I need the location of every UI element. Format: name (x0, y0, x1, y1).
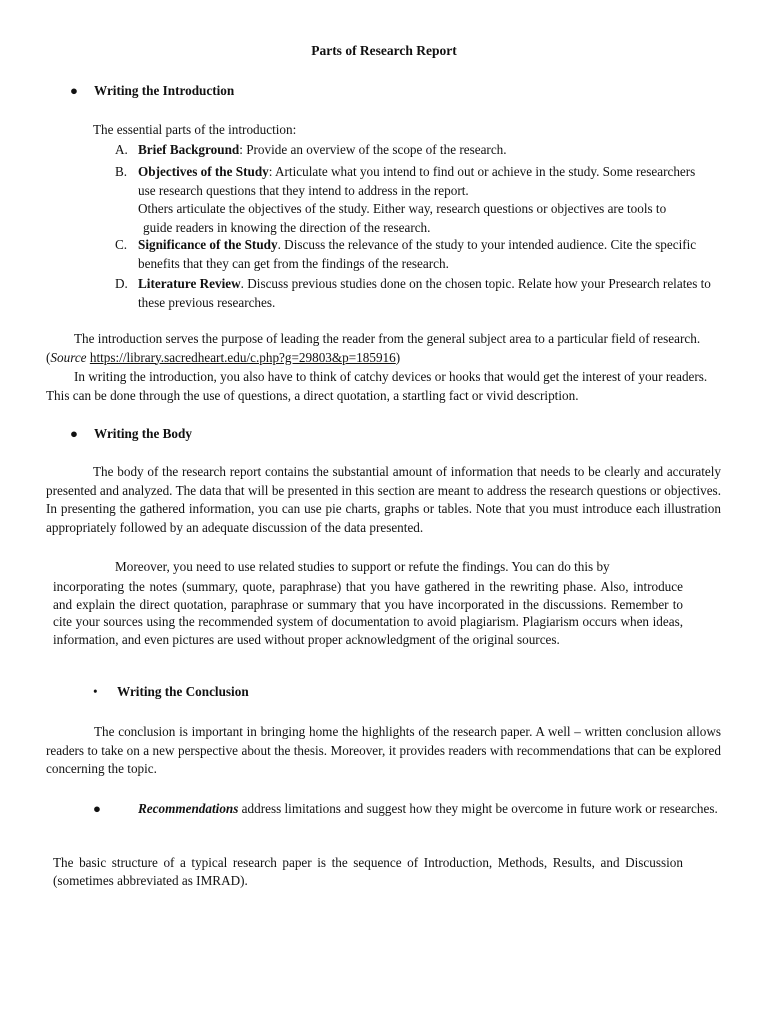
bullet-icon: • (93, 684, 98, 699)
intro-item-a: A. Brief Background: Provide an overview of the scope of the research. (115, 141, 715, 160)
heading-conclusion-text: Writing the Conclusion (117, 684, 249, 699)
item-marker: B. (115, 164, 128, 179)
conclusion-paragraph: The conclusion is important in bringing home the highlights of the research paper. A well – written conclusion allows readers to take on a new perspective about the thesis. Moreover, it provides readers with recommendations that can be explored concerning the topic. (46, 724, 721, 776)
final-paragraph: The basic structure of a typical research paper is the sequence of Introduction, Methods, Results, and Discussion (sometimes abbreviated as IMRAD). (53, 855, 683, 888)
body-paragraph-2-first-line: Moreover, you need to use related studies to support or refute the findings. You can do this by (115, 559, 610, 574)
recommendations-item: ● Recommendations address limitations and suggest how they might be overcome in future work or researches. (93, 800, 721, 819)
intro-item-b: B. Objectives of the Study: Articulate what you intend to find out or achieve in the study. Some researchers use research questions that they intend to address in the report. Others articulate the objectives of the study. Either way, research questions or objectives are tools to guide readers in knowing the direction of the research. (115, 164, 696, 235)
bullet-icon: ● (70, 83, 78, 98)
intro-lead: The essential parts of the introduction: (93, 122, 297, 137)
body-paragraph-1: The body of the research report contains the substantial amount of information that needs to be clearly and accurately presented and analyzed. The data that will be presented in this section are meant to address the research questions or objectives. In presenting the gathered information, you can use pie charts, graphs or tables. Note that you must introduce each illustration appropriately followed by an adequate discussion of the data presented. (46, 464, 721, 535)
heading-introduction-text: Writing the Introduction (94, 83, 235, 98)
heading-body (70, 426, 192, 442)
bullet-icon: ● (70, 426, 78, 441)
item-marker: C. (115, 237, 128, 252)
intro-item-c: C. Significance of the Study. Discuss the relevance of the study to your intended audience. Cite the specific benefits that they can get from the findings of the research. (115, 237, 697, 271)
source-link[interactable]: https://library.sacredheart.edu/c.php?g=29803&p=185916 (89, 349, 396, 365)
recommendations-label: Recommendations (138, 801, 239, 816)
intro-item-d: D. Literature Review. Discuss previous studies done on the chosen topic. Relate how your Presearch relates to these previous researches. (115, 276, 711, 310)
heading-body-text: Writing the Body (94, 426, 192, 441)
source-label: Source (50, 349, 87, 365)
intro-paragraph-1: The introduction serves the purpose of leading the reader from the general subject area to a particular field of research. (Source https://library.sacredheart.edu/c.php?g=29803&p=185916) (46, 331, 701, 365)
body-paragraph-2: incorporating the notes (summary, quote, paraphrase) that you have gathered in the rewriting phase. Also, introduce and explain the direct quotation, paraphrase or summary that you have incorporated in the discussions. Remember to cite your sources using the recommended system of documentation to avoid plagiarism. Plagiarism occurs when ideas, information, and even pictures are used without proper acknowledgment of the original sources. (53, 579, 683, 647)
heading-introduction (70, 83, 234, 99)
item-marker: D. (115, 276, 128, 291)
item-label: Significance of the Study (138, 237, 278, 252)
bullet-icon: ● (93, 801, 101, 816)
item-label: Objectives of the Study (138, 164, 269, 179)
intro-paragraph-2: In writing the introduction, you also have to think of catchy devices or hooks that would get the interest of your readers. This can be done through the use of questions, a direct quotation, a startling fact or vivid description. (46, 369, 708, 403)
heading-conclusion (93, 684, 249, 700)
document-title: Parts of Research Report (311, 43, 457, 58)
item-label: Literature Review (138, 276, 241, 291)
item-label: Brief Background (138, 142, 240, 157)
item-marker: A. (115, 142, 128, 157)
